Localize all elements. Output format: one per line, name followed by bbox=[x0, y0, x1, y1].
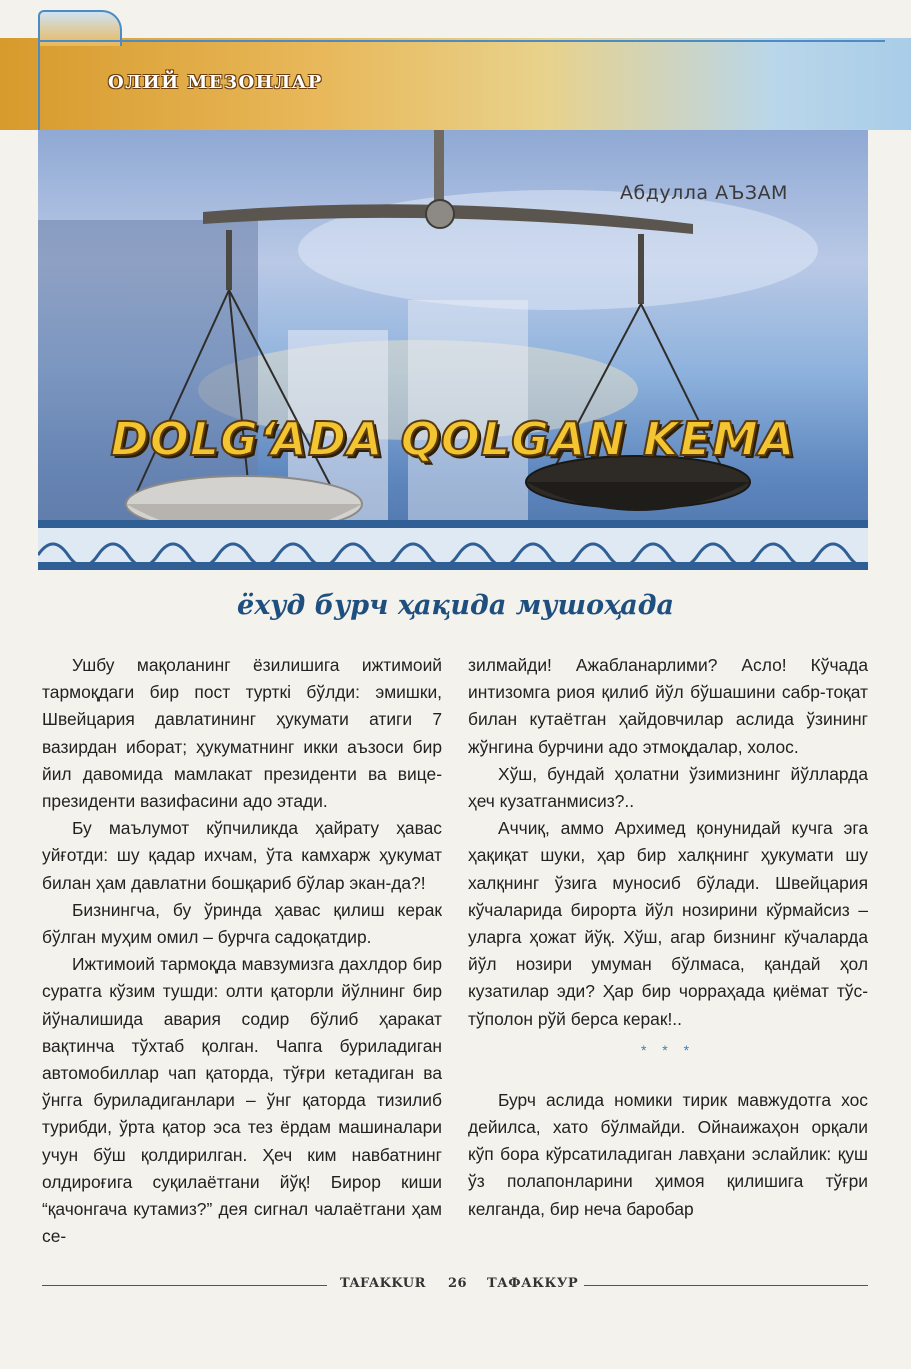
footer-title-latin: TAFAKKUR bbox=[340, 1276, 426, 1291]
paragraph: Хўш, бундай ҳолатни ўзимизнинг йўлларда ҳеч кузатганмисиз?.. bbox=[468, 763, 868, 812]
article-column-right bbox=[468, 652, 868, 1223]
footer-rule-right bbox=[584, 1285, 868, 1286]
paragraph: Бу маълумот кўпчиликда ҳайрату ҳавас уйғотди: шу қадар ихчам, ўта камхарж ҳукумат билан ҳам давлатни бошқариб бўлар экан-да?! bbox=[42, 818, 442, 893]
section-rubric: ОЛИЙ МЕЗОНЛАР bbox=[108, 72, 323, 93]
article-column-left bbox=[42, 652, 442, 1250]
paragraph: зилмайди! Ажабланарлими? Асло! Кўчада интизомга риоя қилиб йўл бўшашини сабр-тоқат билан кутаётган ҳайдовчилар аслида ўзининг жўнгина бурчини адо этмоқдалар, холос. bbox=[468, 655, 868, 757]
hero-illustration bbox=[38, 130, 868, 570]
footer-title-cyrillic: ТАФАККУР bbox=[487, 1276, 579, 1291]
paragraph: Аччиқ, аммо Архимед қонунидай кучга эга ҳақиқат шуки, ҳар бир халқнинг ҳукумати шу халқнинг ўзига муносиб бўлади. Швейцария кўчаларида бирорта йўл нозирини кўрмайсиз – уларга ҳожат йўқ. Хўш, агар бизнинг кўчаларда йўл нозири умуман бўлмаса, қандай ҳол кузатилар эди? Ҳар бир чорраҳада қиёмат тўс-тўполон рўй берса керак!.. bbox=[468, 818, 868, 1029]
page-number: 26 bbox=[448, 1276, 468, 1291]
article-headline: DOLG‘ADA QOLGAN KEMA bbox=[110, 412, 796, 466]
article-subtitle: ёхуд бурч ҳақида мушоҳада bbox=[237, 590, 674, 621]
section-separator: * * * bbox=[640, 1041, 696, 1058]
author-name: Абдулла АЪЗАМ bbox=[620, 182, 788, 204]
paragraph: Ушбу мақоланинг ёзилишига ижтимоий тармоқдаги бир пост турткi бўлди: эмишки, Швейцария давлатининг ҳукумати атиги 7 вазирдан иборат; ҳукуматнинг икки аъзоси бир йил давомида мамлакат президенти ва вице-президенти вазифасини адо этади. bbox=[42, 655, 442, 812]
footer-rule-left bbox=[42, 1285, 327, 1286]
paragraph: Ижтимоий тармоқда мавзумизга дахлдор бир суратга кўзим тушди: олти қаторли йўлнинг бир йўналишида авария содир бўлиб ҳаракат вақтинча тўхтаб қолган. Чапга буриладиган автомобиллар чап қаторда, тўғри кетадиган ва ўнгга буриладиганлари – ўнг қаторда тизилиб турибди, ўрта қатор эса тез ёрдам машиналари учун бўш қолдирилган. Ҳеч ким навбатнинг олдироғига суқилаётгани йўқ! Бирор киши “қачонгача кутамиз?” дея сигнал чалаётгани ҳам се- bbox=[42, 954, 442, 1247]
paragraph: Бурч аслида номики тирик мавжудотга хос дейилса, хато бўлмайди. Ойнаижаҳон орқали кўп бора кўрсатиладиган лавҳани эслайлик: қуш ўз полапонларини ҳимоя қилишига тўғри келганда, бир неча баробар bbox=[468, 1089, 868, 1219]
paragraph: Бизнингча, бу ўринда ҳавас қилиш керак бўлган муҳим омил – бурчга садоқатдир. bbox=[42, 899, 442, 948]
